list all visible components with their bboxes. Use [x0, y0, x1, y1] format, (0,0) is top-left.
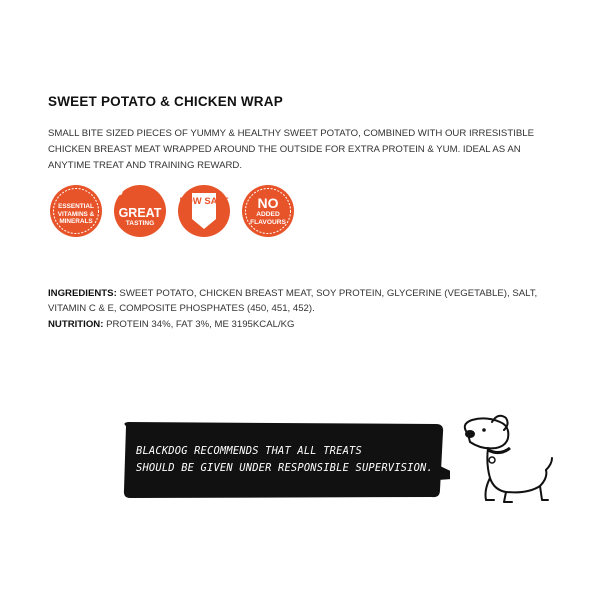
badge-no-added-flavours [240, 183, 296, 239]
nutrition-section [48, 317, 558, 332]
paw-icon [112, 183, 126, 197]
nutrition-text: PROTEIN 34%, FAT 3%, ME 3195KCAL/KG [103, 319, 295, 330]
badge-vitamins-label: ESSENTIAL VITAMINS & MINERALS [57, 203, 95, 225]
badge-no-label: NO [257, 195, 279, 211]
notice-line-1: BLACKDOG RECOMMENDS THAT ALL TREATS [136, 445, 362, 457]
ingredients-label: INGREDIENTS: [48, 288, 117, 299]
badge-tasting-label: TASTING [125, 220, 155, 227]
badge-shield-icon [176, 183, 232, 239]
nutrition-label: NUTRITION: [48, 319, 104, 330]
badge-low-salt-label: LOW SALT [179, 196, 229, 207]
product-description: SMALL BITE SIZED PIECES OF YUMMY & HEALTHY SWEET POTATO, COMBINED WITH OUR IRRESISTIBLE CHICKEN BREAST MEAT WRAPPED AROUND THE OUTSIDE FOR EXTRA PROTEIN & YUM. IDEAL AS AN ANYTIME TREAT AND TRAINING REWARD. [48, 128, 534, 171]
badge-vitamins [48, 183, 104, 239]
product-title: SWEET POTATO & CHICKEN WRAP [48, 94, 283, 109]
badge-low-salt [176, 183, 232, 239]
ingredients-section [48, 286, 558, 316]
notice-line-2: SHOULD BE GIVEN UNDER RESPONSIBLE SUPERVISION. [136, 462, 433, 474]
badge-great-label: GREAT [118, 206, 162, 220]
badge-added-flavours-label: ADDED FLAVOURS [250, 211, 286, 226]
badge-great-tasting [112, 183, 168, 239]
dog-illustration-icon [448, 412, 558, 512]
supervision-notice [136, 443, 456, 477]
ingredients-text: SWEET POTATO, CHICKEN BREAST MEAT, SOY PROTEIN, GLYCERINE (VEGETABLE), SALT, VITAMIN C & E, COMPOSITE PHOSPHATES (450, 451, 452). [48, 288, 538, 314]
